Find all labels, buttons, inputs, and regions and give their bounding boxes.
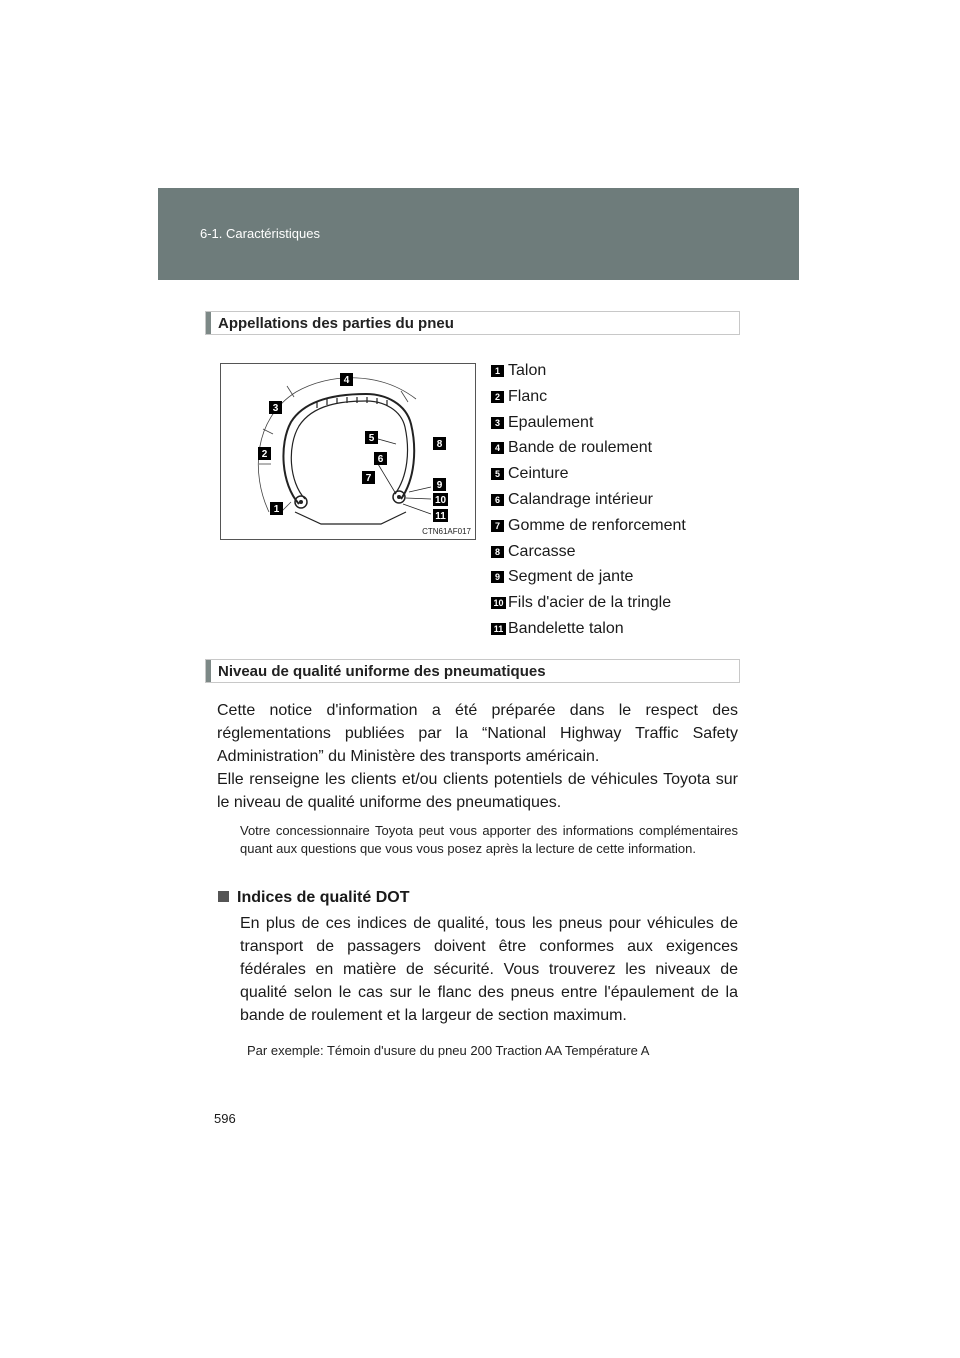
paragraph-notice: Cette notice d'information a été préparée dans le respect des réglementations publiées par la “National Highway Traffic Safety Administration” du Ministère des transports américain.	[217, 702, 738, 765]
tire-diagram	[221, 364, 475, 539]
callout-5: 5	[368, 433, 375, 444]
section-heading-quality-grading	[205, 659, 740, 683]
tire-cross-section-figure	[220, 363, 476, 540]
section-label: 6-1. Caractéristiques	[200, 226, 320, 241]
section-heading-text: Niveau de qualité uniforme des pneumatiques	[218, 663, 546, 680]
callout-10: 10	[434, 495, 447, 506]
subheading-dot: Indices de qualité DOT	[218, 889, 409, 907]
heading-bar	[206, 312, 211, 334]
list-item: 11 Bandelette talon	[489, 616, 749, 642]
callout-7: 7	[365, 473, 372, 484]
callout-6: 6	[377, 454, 384, 465]
example-line: Par exemple: Témoin d'usure du pneu 200 Traction AA Température A	[247, 1043, 650, 1058]
callout-2: 2	[261, 449, 268, 460]
paragraph-dot: En plus de ces indices de qualité, tous les pneus pour véhicules de transport de passagers doivent être conformes aux exigences fédérales en matière de sécurité. Vous trouverez les niveaux de qualité selon le cas sur le flanc des pneus entre l'épaulement de la bande de roulement et la largeur de section maximum.	[240, 915, 738, 1024]
list-item: 10 Fils d'acier de la tringle	[489, 590, 749, 616]
page-number: 596	[214, 1111, 236, 1126]
figure-code: CTN61AF017	[422, 527, 471, 536]
list-item: 2 Flanc	[489, 384, 749, 410]
list-item: 7 Gomme de renforcement	[489, 513, 749, 539]
callout-8: 8	[436, 439, 443, 450]
note-paragraph: Votre concessionnaire Toyota peut vous apporter des informations complémentaires quant aux questions que vous vous posez après la lecture de cette information.	[240, 823, 738, 856]
callout-3: 3	[272, 403, 279, 414]
square-bullet-icon	[218, 891, 229, 902]
list-item: 1 Talon	[489, 358, 749, 384]
list-item: 6 Calandrage intérieur	[489, 487, 749, 513]
tire-parts-list	[489, 358, 749, 642]
section-heading-text: Appellations des parties du pneu	[218, 315, 454, 332]
callout-1: 1	[273, 504, 280, 515]
callout-9: 9	[436, 480, 443, 491]
section-heading-tire-parts	[205, 311, 740, 335]
callout-11: 11	[435, 511, 446, 522]
list-item: 4 Bande de roulement	[489, 435, 749, 461]
list-item: 9 Segment de jante	[489, 564, 749, 590]
paragraph-info: Elle renseigne les clients et/ou clients potentiels de véhicules Toyota sur le niveau de qualité uniforme des pneumatiques.	[217, 771, 738, 811]
heading-bar	[206, 660, 211, 682]
chapter-header-band	[158, 188, 799, 280]
callout-4: 4	[343, 375, 350, 386]
list-item: 3 Epaulement	[489, 410, 749, 436]
list-item: 8 Carcasse	[489, 539, 749, 565]
list-item: 5 Ceinture	[489, 461, 749, 487]
